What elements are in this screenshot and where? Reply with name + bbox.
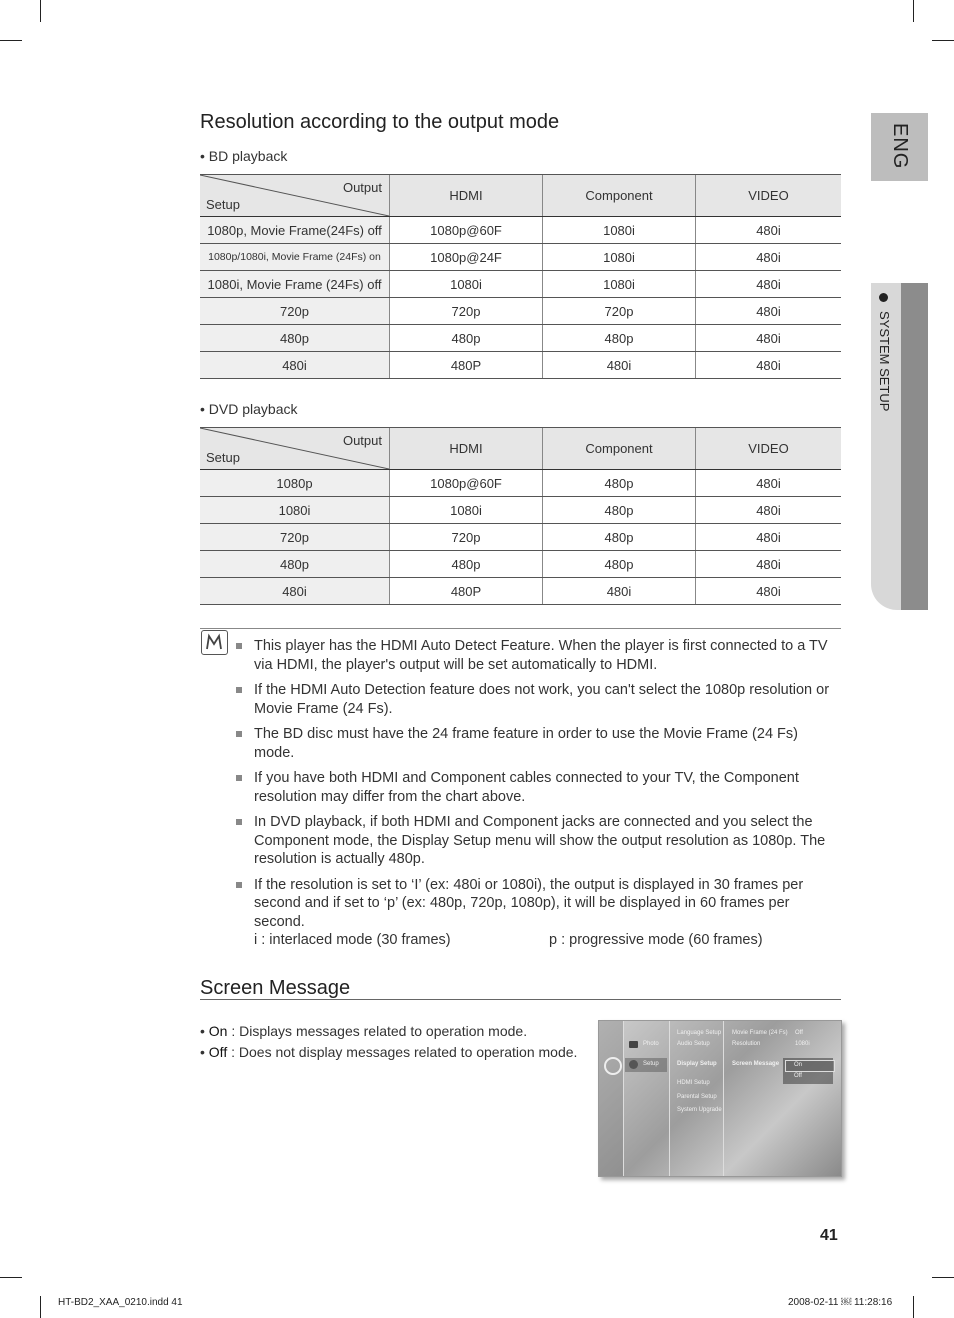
table-row	[200, 551, 841, 578]
menu-photo: Photo	[643, 1041, 659, 1047]
corner-cell	[200, 175, 390, 217]
footer-filename: HT-BD2_XAA_0210.indd 41	[58, 1297, 183, 1308]
row-header: 1080p	[200, 470, 390, 497]
on-option-desc: • On : Displays messages related to operation mode.	[200, 1023, 528, 1039]
row-header: 720p	[200, 298, 390, 325]
list-item	[236, 725, 842, 762]
table-cell: 480p	[543, 325, 696, 352]
item-resolution: Resolution	[732, 1041, 761, 1047]
table-cell: 480i	[696, 325, 842, 352]
row-header: 1080i, Movie Frame (24Fs) off	[200, 271, 390, 298]
sub-system-upgrade: System Upgrade	[677, 1107, 722, 1113]
column-header: VIDEO	[696, 175, 842, 217]
table-cell: 480i	[696, 578, 842, 605]
option-on[interactable]: On	[794, 1062, 803, 1068]
table-cell: 480P	[390, 352, 543, 379]
table-cell: 1080i	[543, 271, 696, 298]
row-header: 1080p/1080i, Movie Frame (24Fs) on	[200, 244, 390, 271]
language-tab	[871, 113, 928, 181]
off-label: Off	[208, 1044, 228, 1060]
table-cell: 480i	[696, 497, 842, 524]
sub-audio-setup: Audio Setup	[677, 1041, 710, 1047]
column-header: VIDEO	[696, 428, 842, 470]
column-header: Component	[543, 428, 696, 470]
option-on-highlight[interactable]	[785, 1060, 835, 1072]
dvd-resolution-table	[200, 427, 841, 605]
off-option-desc: • Off : Does not display messages related to operation mode.	[200, 1044, 578, 1060]
item-screen-message: Screen Message	[732, 1061, 780, 1067]
note-text: In DVD playback, if both HDMI and Component jacks are connected and you select the Component mode, the Display Setup menu will show the output resolution as 1080p. The resolution is actually 480p.	[254, 814, 826, 867]
table-row	[200, 352, 841, 379]
section-title-resolution: Resolution according to the output mode	[200, 111, 560, 133]
table-cell: 480p	[543, 470, 696, 497]
table-cell: 480i	[696, 470, 842, 497]
table-cell: 1080i	[390, 271, 543, 298]
row-header: 480p	[200, 551, 390, 578]
corner-output-label: Output	[342, 433, 382, 448]
section-tab-bar	[901, 283, 928, 610]
note-text: If you have both HDMI and Component cables connected to your TV, the Component resolution may differ from the chart above.	[254, 770, 799, 805]
note-text: If the resolution is set to ‘I’ (ex: 480i or 1080i), the output is displayed in 30 frames per second and if set to ‘p’ (ex: 480p, 720p, 1080p), it will be displayed in 60 frames per second.	[254, 876, 804, 930]
table-cell: 1080p@24F	[390, 244, 543, 271]
bd-resolution-table	[200, 174, 841, 379]
crop-mark	[40, 0, 41, 22]
option-off[interactable]: Off	[794, 1073, 802, 1079]
table-cell: 480i	[696, 298, 842, 325]
note-text: If the HDMI Auto Detection feature does not work, you can't select the 1080p resolution or Movie Frame (24 Fs).	[254, 682, 830, 717]
language-label: ENG	[889, 123, 911, 170]
setup-icon	[629, 1060, 638, 1069]
table-cell: 1080i	[543, 217, 696, 244]
section-title-screen-message: Screen Message	[200, 977, 351, 999]
column-header: HDMI	[390, 175, 543, 217]
value-movie-frame: Off	[795, 1030, 803, 1036]
column-header: Component	[543, 175, 696, 217]
notes-divider	[200, 628, 841, 629]
table-cell: 720p	[543, 298, 696, 325]
crop-mark	[40, 1296, 41, 1318]
list-item	[236, 769, 842, 806]
list-item	[236, 813, 842, 869]
crop-mark	[932, 40, 954, 41]
menu-setup: Setup	[643, 1061, 659, 1067]
corner-setup-label: Setup	[206, 197, 240, 212]
list-item	[236, 681, 842, 718]
list-item	[236, 876, 842, 950]
table-row	[200, 497, 841, 524]
column-header: HDMI	[390, 428, 543, 470]
table-row	[200, 325, 841, 352]
row-header: 720p	[200, 524, 390, 551]
corner-cell	[200, 428, 390, 470]
table-cell: 480p	[543, 497, 696, 524]
interlaced-note: i : interlaced mode (30 frames)	[254, 932, 451, 948]
row-header: 480i	[200, 352, 390, 379]
table-cell: 1080i	[390, 497, 543, 524]
row-header: 1080p, Movie Frame(24Fs) off	[200, 217, 390, 244]
table-row	[200, 578, 841, 605]
section-tab	[871, 283, 928, 610]
table-cell: 480i	[543, 578, 696, 605]
on-label: On	[208, 1023, 228, 1039]
table-cell: 1080p@60F	[390, 470, 543, 497]
table-cell: 480i	[543, 352, 696, 379]
table-cell: 480i	[696, 352, 842, 379]
table-cell: 480p	[390, 325, 543, 352]
table-header-row	[200, 175, 841, 217]
table-cell: 480i	[696, 551, 842, 578]
table-row	[200, 271, 841, 298]
list-item	[236, 637, 842, 674]
table-cell: 480p	[543, 551, 696, 578]
sub-language-setup: Language Setup	[677, 1030, 722, 1036]
page-number: 41	[820, 1227, 838, 1244]
crop-mark	[913, 1296, 914, 1318]
crop-mark	[913, 0, 914, 22]
bd-playback-label: • BD playback	[200, 148, 288, 164]
progressive-note: p : progressive mode (60 frames)	[549, 932, 763, 948]
dvd-playback-label: • DVD playback	[200, 401, 298, 417]
table-cell: 480p	[390, 551, 543, 578]
photo-icon	[629, 1041, 638, 1048]
sub-hdmi-setup: HDMI Setup	[677, 1080, 710, 1086]
table-cell: 720p	[390, 298, 543, 325]
on-text: : Displays messages related to operation mode.	[227, 1023, 528, 1039]
note-icon	[201, 630, 228, 655]
off-text: : Does not display messages related to operation mode.	[227, 1044, 578, 1060]
section-dot-icon	[879, 293, 888, 302]
crop-mark	[0, 40, 22, 41]
table-row	[200, 470, 841, 497]
row-header: 480i	[200, 578, 390, 605]
table-cell: 480P	[390, 578, 543, 605]
row-header: 480p	[200, 325, 390, 352]
crop-mark	[932, 1277, 954, 1278]
screen-message-screenshot	[598, 1020, 842, 1177]
table-cell: 1080i	[543, 244, 696, 271]
sub-parental-setup: Parental Setup	[677, 1094, 717, 1100]
corner-setup-label: Setup	[206, 450, 240, 465]
row-header: 1080i	[200, 497, 390, 524]
section-label: SYSTEM SETUP	[877, 311, 892, 412]
screen-icon-column	[599, 1021, 624, 1176]
table-row	[200, 298, 841, 325]
table-cell: 480i	[696, 217, 842, 244]
item-movie-frame: Movie Frame (24 Fs)	[732, 1030, 788, 1036]
table-cell: 1080p@60F	[390, 217, 543, 244]
value-resolution: 1080i	[795, 1041, 810, 1047]
note-text: This player has the HDMI Auto Detect Feature. When the player is first connected to a TV via HDMI, the player's output will be set automatically to HDMI.	[254, 638, 828, 673]
corner-output-label: Output	[342, 180, 382, 195]
crop-mark	[0, 1277, 22, 1278]
table-cell: 480i	[696, 271, 842, 298]
table-cell: 720p	[390, 524, 543, 551]
sub-display-setup: Display Setup	[677, 1061, 717, 1067]
table-row	[200, 524, 841, 551]
table-cell: 480p	[543, 524, 696, 551]
note-text: The BD disc must have the 24 frame feature in order to use the Movie Frame (24 Fs) mode.	[254, 726, 798, 761]
title-underline	[200, 999, 841, 1000]
footer-timestamp: 2008-02-11 ￼ 11:28:16	[788, 1297, 893, 1308]
table-cell: 480i	[696, 244, 842, 271]
table-row	[200, 244, 841, 271]
table-row	[200, 217, 841, 244]
setup-gear-icon	[604, 1057, 622, 1075]
notes-list	[236, 637, 842, 956]
table-header-row	[200, 428, 841, 470]
table-cell: 480i	[696, 524, 842, 551]
